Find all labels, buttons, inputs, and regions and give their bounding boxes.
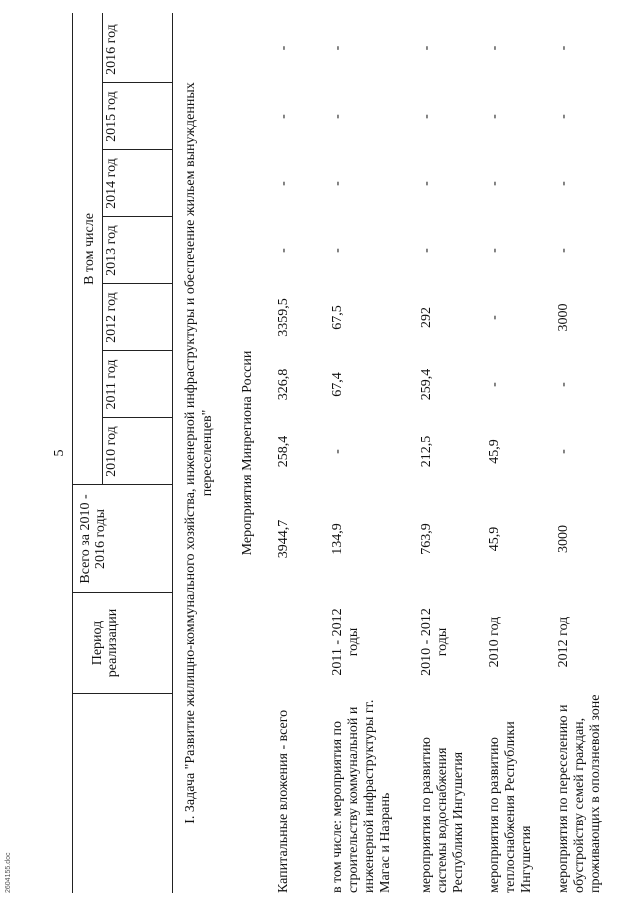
section-subtitle: Мероприятия Минрегиона России (240, 350, 255, 556)
header-top-rule (72, 13, 73, 893)
column-header-period: Период реализации (90, 608, 120, 678)
row-value: - (419, 114, 434, 119)
row-total: 763,9 (419, 523, 434, 555)
row-period: 2011 - 2012 годы (330, 608, 361, 676)
row-value: - (276, 248, 291, 253)
row-name: мероприятия по переселению и обустройству семей граждан, проживающих в оползневой зоне (556, 694, 603, 893)
row-value: - (330, 181, 345, 186)
rotated-table-page (52, 13, 617, 893)
row-period: 2010 - 2012 годы (419, 608, 450, 676)
row-value: - (419, 181, 434, 186)
row-value: - (276, 181, 291, 186)
header-divider (72, 592, 172, 593)
row-total: 3944,7 (276, 519, 291, 559)
row-value: 3000 (556, 303, 571, 332)
row-value: - (276, 114, 291, 119)
row-value: - (419, 248, 434, 253)
row-value: - (487, 382, 502, 387)
row-value: 326,8 (276, 368, 291, 401)
row-value: - (556, 114, 571, 119)
page-number: 5 (52, 449, 67, 457)
row-value: - (487, 114, 502, 119)
header-divider (102, 417, 172, 418)
row-value: - (487, 181, 502, 186)
row-value: - (276, 45, 291, 51)
row-value: - (556, 382, 571, 387)
row-value: 212,5 (419, 435, 434, 468)
row-name: в том числе: мероприятия по строительству коммунальной и инженерной инфраструктуры гг. Магас и Назрань (330, 699, 393, 893)
row-value: 67,5 (330, 305, 345, 330)
row-value: - (330, 45, 345, 51)
row-name: Капитальные вложения - всего (276, 709, 291, 893)
row-value: - (330, 248, 345, 253)
row-period: 2010 год (487, 616, 502, 668)
section-title: I. Задача "Развитие жилищно-коммунального хозяйства, инженерной инфраструктуры и обеспечение жильем вынужденных переселенцев" (183, 82, 215, 824)
row-total: 134,9 (330, 523, 345, 555)
row-value: 3359,5 (276, 298, 291, 337)
year-header-2012: 2012 год (104, 292, 119, 343)
row-value: - (556, 45, 571, 51)
header-divider (102, 216, 172, 217)
row-value: - (330, 114, 345, 119)
header-divider (102, 82, 172, 83)
row-value: - (556, 248, 571, 253)
row-value: - (419, 45, 434, 51)
year-header-2011: 2011 год (104, 359, 119, 410)
year-header-2015: 2015 год (104, 91, 119, 142)
row-name: мероприятия по развитию теплоснабжения Республики Ингушетия (487, 721, 534, 893)
row-value: 258,4 (276, 435, 291, 468)
year-header-2016: 2016 год (104, 24, 119, 75)
year-header-2014: 2014 год (104, 158, 119, 209)
row-value: 259,4 (419, 368, 434, 401)
row-value: - (330, 449, 345, 454)
year-header-2013: 2013 год (104, 225, 119, 276)
header-divider (102, 149, 172, 150)
header-bottom-rule (172, 13, 173, 893)
header-divider (102, 350, 172, 351)
row-value: - (556, 181, 571, 186)
row-total: 45,9 (487, 526, 502, 552)
header-divider (102, 283, 172, 284)
row-value: - (487, 248, 502, 253)
row-value: - (487, 315, 502, 320)
row-period: 2012 год (556, 616, 571, 668)
row-value: - (487, 45, 502, 51)
column-header-including: В том числе (82, 213, 97, 285)
row-value: 45,9 (487, 439, 502, 464)
column-header-total: Всего за 2010 - 2016 годы (78, 494, 108, 584)
row-value: - (556, 449, 571, 454)
document-code: 2604155.doc (5, 852, 12, 893)
row-value: 67,4 (330, 372, 345, 397)
row-name: мероприятия по развитию системы водоснабжения Республики Ингушетия (419, 737, 466, 893)
year-header-2010: 2010 год (104, 426, 119, 477)
row-total: 3000 (556, 525, 571, 553)
including-rule (102, 13, 103, 485)
header-divider (72, 693, 172, 694)
row-value: 292 (419, 307, 434, 328)
